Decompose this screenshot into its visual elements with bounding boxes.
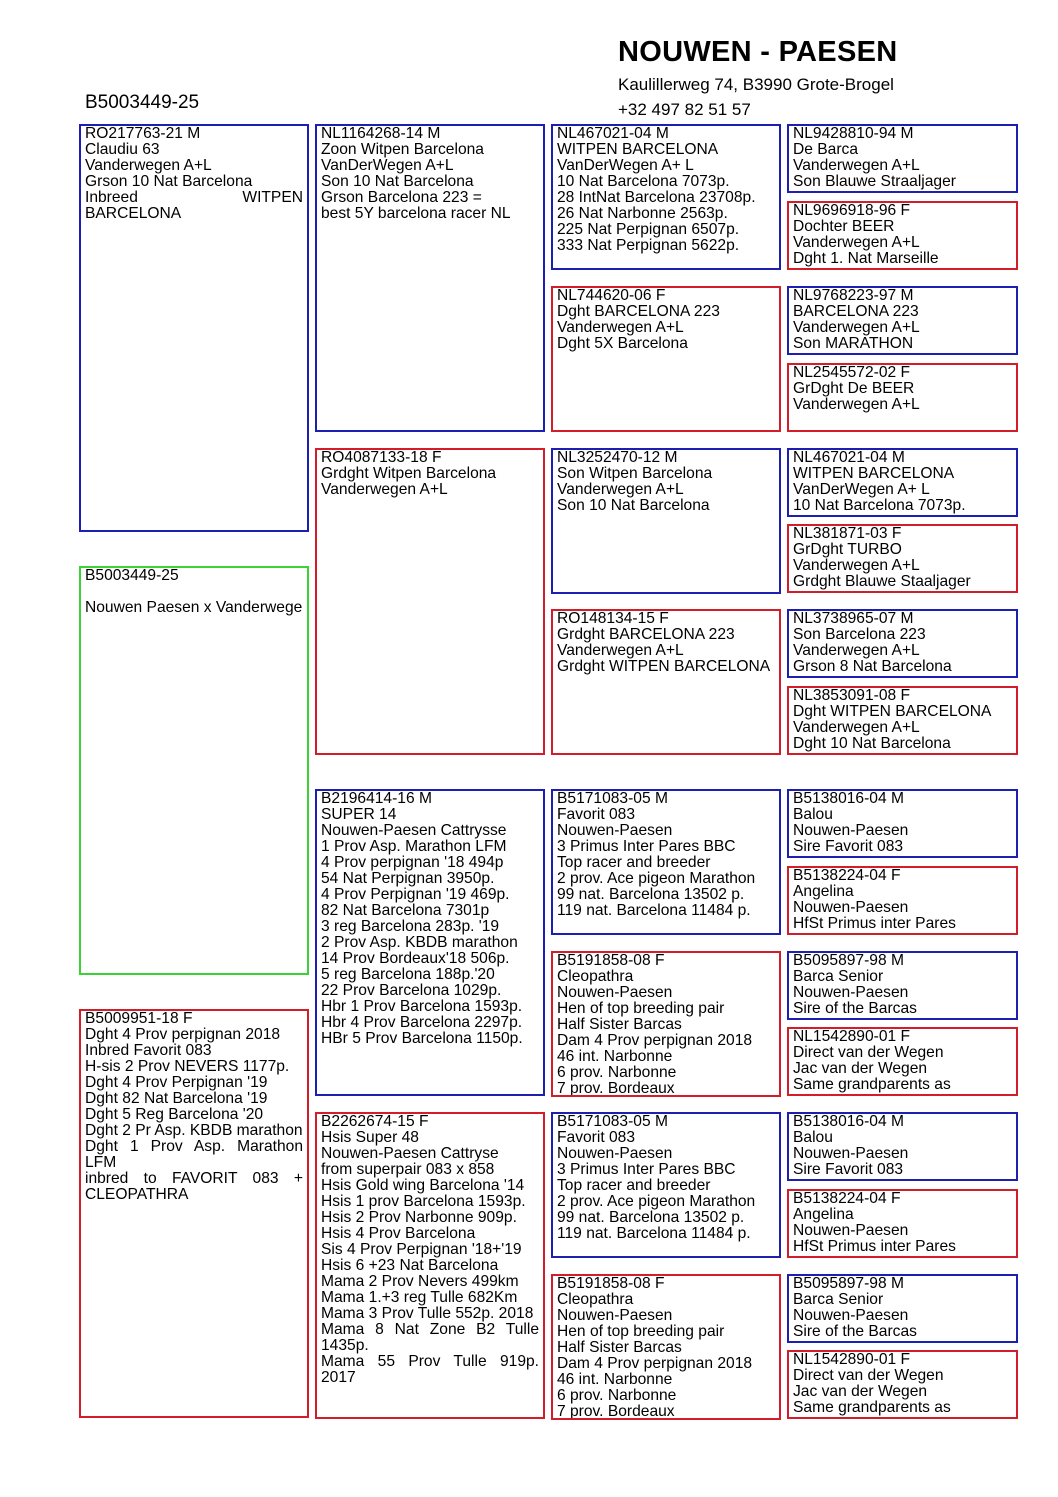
detail-line: Angelina <box>793 1206 854 1223</box>
ring-number: RO217763-21 M <box>85 125 201 142</box>
detail-line: Hsis 6 +23 Nat Barcelona <box>321 1257 499 1274</box>
detail-line: 2 prov. Ace pigeon Marathon <box>557 1193 756 1210</box>
detail-line: Sire Favorit 083 <box>793 1161 904 1178</box>
detail-line: 14 Prov Bordeaux'18 506p. <box>321 950 510 967</box>
detail-line: Top racer and breeder <box>557 854 711 871</box>
detail-line: Hen of top breeding pair <box>557 1000 725 1017</box>
detail-line: 54 Nat Perpignan 3950p. <box>321 870 495 887</box>
detail-line: Grdght BARCELONA 223 <box>557 626 735 643</box>
pigeon-card-g12 <box>787 1027 1018 1096</box>
pigeon-card-g14 <box>787 1189 1018 1258</box>
detail-line: Nouwen-Paesen <box>793 1145 909 1162</box>
detail-line: Hsis 4 Prov Barcelona <box>321 1225 476 1242</box>
detail-line: 26 Nat Narbonne 2563p. <box>557 205 728 222</box>
pigeon-card-dsd <box>551 951 781 1097</box>
detail-line: Nouwen-Paesen <box>557 1307 673 1324</box>
detail-line: 99 nat. Barcelona 13502 p. <box>557 1209 745 1226</box>
ring-number: B5138016-04 M <box>793 790 904 807</box>
spacer <box>85 584 303 600</box>
detail-line: Vanderwegen A+L <box>793 319 920 336</box>
detail-line: Vanderwegen A+L <box>557 319 684 336</box>
pigeon-card-dds <box>551 1112 781 1258</box>
pigeon-card-ssd <box>551 286 781 432</box>
detail-line: WITPEN BARCELONA <box>557 141 719 158</box>
detail-line: Nouwen-Paesen <box>557 1145 673 1162</box>
detail-line: Same grandparents as <box>793 1399 951 1416</box>
detail-line: 2 Prov Asp. KBDB marathon <box>321 934 518 951</box>
detail-line: Son Blauwe Straaljager <box>793 173 956 190</box>
detail-line: De Barca <box>793 141 859 158</box>
ring-number: B5003449-25 <box>85 567 179 584</box>
detail-line: Vanderwegen A+L <box>793 157 920 174</box>
detail-line: HfSt Primus inter Pares <box>793 1238 956 1255</box>
pigeon-card-g2 <box>787 201 1018 270</box>
detail-line: H-sis 2 Prov NEVERS 1177p. <box>85 1058 290 1075</box>
detail-line: Dght 82 Nat Barcelona '19 <box>85 1090 268 1107</box>
ring-number: B5191858-08 F <box>557 1275 665 1292</box>
detail-line: best 5Y barcelona racer NL <box>321 205 511 222</box>
ring-number: NL467021-04 M <box>557 125 669 142</box>
detail-line: Mama 2 Prov Nevers 499km <box>321 1273 519 1290</box>
detail-line: Balou <box>793 1129 833 1146</box>
detail-line: 6 prov. Narbonne <box>557 1064 677 1081</box>
ring-number: B2262674-15 F <box>321 1113 429 1130</box>
ring-number: B5138016-04 M <box>793 1113 904 1130</box>
detail-line: GrDght TURBO <box>793 541 902 558</box>
detail-line: 3 Primus Inter Pares BBC <box>557 1161 736 1178</box>
detail-line: 2 prov. Ace pigeon Marathon <box>557 870 756 887</box>
detail-line: VanDerWegen A+ L <box>557 157 694 174</box>
detail-line: 333 Nat Perpignan 5622p. <box>557 237 740 254</box>
detail-line: Jac van der Wegen <box>793 1383 928 1400</box>
pigeon-card-dd <box>315 1112 545 1419</box>
ring-number: NL3738965-07 M <box>793 610 914 627</box>
detail-line: Dght WITPEN BARCELONA <box>793 703 992 720</box>
detail-line: Sire of the Barcas <box>793 1000 917 1017</box>
ring-number: NL2545572-02 F <box>793 364 911 381</box>
ring-number: B5191858-08 F <box>557 952 665 969</box>
detail-line: Nouwen-Paesen <box>557 822 673 839</box>
detail-line: Favorit 083 <box>557 806 636 823</box>
ring-number: NL9768223-97 M <box>793 287 914 304</box>
detail-line: Top racer and breeder <box>557 1177 711 1194</box>
detail-line: 7 prov. Bordeaux <box>557 1403 675 1420</box>
ring-number: RO4087133-18 F <box>321 449 442 466</box>
ring-number: NL1542890-01 F <box>793 1028 911 1045</box>
ring-number: B5009951-18 F <box>85 1010 193 1027</box>
detail-line: Barca Senior <box>793 968 884 985</box>
detail-line: BARCELONA 223 <box>793 303 919 320</box>
breeder-address: Kaulillerweg 74, B3990 Grote-Brogel <box>618 75 894 94</box>
detail-line: Grdght Witpen Barcelona <box>321 465 497 482</box>
detail-line: 22 Prov Barcelona 1029p. <box>321 982 502 999</box>
detail-line: Grdght Blauwe Staaljager <box>793 573 971 590</box>
detail-line: Nouwen-Paesen Cattrysse <box>321 822 507 839</box>
detail-line: Nouwen-Paesen <box>793 1307 909 1324</box>
detail-line: 28 IntNat Barcelona 23708p. <box>557 189 756 206</box>
ring-number: B5138224-04 F <box>793 867 901 884</box>
detail-line: Hsis 1 prov Barcelona 1593p. <box>321 1193 526 1210</box>
ring-number: NL3853091-08 F <box>793 687 911 704</box>
pigeon-card-g11 <box>787 951 1018 1020</box>
ring-number: NL467021-04 M <box>793 449 905 466</box>
detail-line: HfSt Primus inter Pares <box>793 915 956 932</box>
detail-line: Favorit 083 <box>557 1129 636 1146</box>
ring-number: B5095897-98 M <box>793 1275 904 1292</box>
detail-line: Hbr 4 Prov Barcelona 2297p. <box>321 1014 523 1031</box>
detail-line: Vanderwegen A+L <box>793 719 920 736</box>
detail-line: Vanderwegen A+L <box>793 234 920 251</box>
detail-line: 3 Primus Inter Pares BBC <box>557 838 736 855</box>
detail-line: Mama 55 Prov Tulle 919p. 2017 <box>321 1353 539 1386</box>
ring-number: NL381871-03 F <box>793 525 902 542</box>
ring-number: NL1164268-14 M <box>321 125 441 142</box>
pigeon-card-g3 <box>787 286 1018 355</box>
detail-line: Mama 3 Prov Tulle 552p. 2018 <box>321 1305 534 1322</box>
detail-line: Sire of the Barcas <box>793 1323 917 1340</box>
pigeon-card-dss <box>551 789 781 935</box>
pigeon-card-g10 <box>787 866 1018 935</box>
detail-line: Grson 10 Nat Barcelona <box>85 173 253 190</box>
detail-line: Cleopathra <box>557 968 634 985</box>
detail-line: Hen of top breeding pair <box>557 1323 725 1340</box>
detail-line: Vanderwegen A+L <box>85 157 212 174</box>
detail-line: Claudiu 63 <box>85 141 160 158</box>
detail-line: Nouwen-Paesen <box>793 1222 909 1239</box>
pigeon-card-sdd <box>551 609 781 755</box>
pigeon-card-ddd <box>551 1274 781 1420</box>
detail-line: Nouwen-Paesen Cattryse <box>321 1145 499 1162</box>
detail-line: 7 prov. Bordeaux <box>557 1080 675 1097</box>
detail-line: VanDerWegen A+ L <box>793 481 930 498</box>
detail-line: Half Sister Barcas <box>557 1016 682 1033</box>
detail-line: Vanderwegen A+L <box>321 481 448 498</box>
pigeon-card-g15 <box>787 1274 1018 1343</box>
detail-line: Son Witpen Barcelona <box>557 465 713 482</box>
detail-line: Inbreed WITPEN BARCELONA <box>85 189 303 222</box>
ring-number: NL9696918-96 F <box>793 202 911 219</box>
ring-number: NL9428810-94 M <box>793 125 914 142</box>
detail-line: Dght 1. Nat Marseille <box>793 250 939 267</box>
detail-line: 119 nat. Barcelona 11484 p. <box>557 1225 751 1242</box>
pigeon-card-g4 <box>787 363 1018 432</box>
breeder-name: NOUWEN - PAESEN <box>618 36 898 68</box>
detail-line: Vanderwegen A+L <box>557 481 684 498</box>
detail-line: Direct van der Wegen <box>793 1044 944 1061</box>
detail-line: Son 10 Nat Barcelona <box>321 173 474 190</box>
pigeon-card-g13 <box>787 1112 1018 1181</box>
pigeon-card-g16 <box>787 1350 1018 1419</box>
detail-line: SUPER 14 <box>321 806 397 823</box>
detail-line: Dochter BEER <box>793 218 895 235</box>
detail-line: Nouwen Paesen x Vanderwege <box>85 599 303 616</box>
detail-line: 46 int. Narbonne <box>557 1048 673 1065</box>
detail-line: Mama 8 Nat Zone B2 Tulle 1435p. <box>321 1321 539 1354</box>
detail-line: Dam 4 Prov perpignan 2018 <box>557 1032 753 1049</box>
detail-line: Mama 1.+3 reg Tulle 682Km <box>321 1289 518 1306</box>
detail-line: Barca Senior <box>793 1291 884 1308</box>
ring-number: NL1542890-01 F <box>793 1351 911 1368</box>
detail-line: Nouwen-Paesen <box>793 899 909 916</box>
detail-line: Same grandparents as <box>793 1076 951 1093</box>
ring-number: NL3252470-12 M <box>557 449 678 466</box>
detail-line: Cleopathra <box>557 1291 634 1308</box>
detail-line: Inbred Favorit 083 <box>85 1042 212 1059</box>
ring-number: NL744620-06 F <box>557 287 666 304</box>
detail-line: Grson 8 Nat Barcelona <box>793 658 952 675</box>
detail-line: Hsis Super 48 <box>321 1129 419 1146</box>
ring-number: B5095897-98 M <box>793 952 904 969</box>
pigeon-card-ds <box>315 789 545 1096</box>
detail-line: WITPEN BARCELONA <box>793 465 955 482</box>
detail-line: 3 reg Barcelona 283p. '19 <box>321 918 500 935</box>
detail-line: Vanderwegen A+L <box>793 642 920 659</box>
detail-line: Dght 2 Pr Asp. KBDB marathon <box>85 1122 303 1139</box>
detail-line: Sis 4 Prov Perpignan '18+'19 <box>321 1241 522 1258</box>
pigeon-card-subject <box>79 566 309 975</box>
detail-line: Direct van der Wegen <box>793 1367 944 1384</box>
detail-line: HBr 5 Prov Barcelona 1150p. <box>321 1030 523 1047</box>
pigeon-card-ss <box>315 124 545 432</box>
ring-number: B5171083-05 M <box>557 790 668 807</box>
detail-line: Vanderwegen A+L <box>793 396 920 413</box>
pigeon-card-sd <box>315 448 545 755</box>
detail-line: 99 nat. Barcelona 13502 p. <box>557 886 745 903</box>
detail-line: Dght 10 Nat Barcelona <box>793 735 951 752</box>
detail-line: Sire Favorit 083 <box>793 838 904 855</box>
detail-line: Nouwen-Paesen <box>793 822 909 839</box>
detail-line: Grdght WITPEN BARCELONA <box>557 658 771 675</box>
detail-line: 1 Prov Asp. Marathon LFM <box>321 838 507 855</box>
detail-line: Angelina <box>793 883 854 900</box>
detail-line: GrDght De BEER <box>793 380 915 397</box>
pigeon-card-g8 <box>787 686 1018 755</box>
detail-line: Grson Barcelona 223 = <box>321 189 482 206</box>
pigeon-card-g7 <box>787 609 1018 678</box>
pigeon-card-sss <box>551 124 781 270</box>
pigeon-card-g9 <box>787 789 1018 858</box>
pigeon-card-sire <box>79 124 309 532</box>
detail-line: 10 Nat Barcelona 7073p. <box>793 497 966 514</box>
detail-line: Dam 4 Prov perpignan 2018 <box>557 1355 753 1372</box>
detail-line: Dght 4 Prov Perpignan '19 <box>85 1074 268 1091</box>
detail-line: Son Barcelona 223 <box>793 626 926 643</box>
detail-line: 119 nat. Barcelona 11484 p. <box>557 902 751 919</box>
detail-line: Vanderwegen A+L <box>793 557 920 574</box>
detail-line: Dght 5 Reg Barcelona '20 <box>85 1106 264 1123</box>
detail-line: 4 Prov perpignan '18 494p <box>321 854 504 871</box>
detail-line: from superpair 083 x 858 <box>321 1161 495 1178</box>
pigeon-card-g1 <box>787 124 1018 193</box>
pigeon-card-g5 <box>787 448 1018 517</box>
detail-line: Jac van der Wegen <box>793 1060 928 1077</box>
detail-line: Dght 1 Prov Asp. Marathon LFM <box>85 1138 303 1171</box>
detail-line: 46 int. Narbonne <box>557 1371 673 1388</box>
detail-line: Son 10 Nat Barcelona <box>557 497 710 514</box>
pedigree-ring-number: B5003449-25 <box>85 92 200 113</box>
detail-line: Dght 4 Prov perpignan 2018 <box>85 1026 281 1043</box>
detail-line: 225 Nat Perpignan 6507p. <box>557 221 740 238</box>
detail-line: VanDerWegen A+L <box>321 157 454 174</box>
detail-line: Hbr 1 Prov Barcelona 1593p. <box>321 998 523 1015</box>
detail-line: Son MARATHON <box>793 335 914 352</box>
ring-number: RO148134-15 F <box>557 610 669 627</box>
detail-line: Hsis 2 Prov Narbonne 909p. <box>321 1209 517 1226</box>
detail-line: 5 reg Barcelona 188p.'20 <box>321 966 495 983</box>
pigeon-card-g6 <box>787 524 1018 593</box>
detail-line: Dght BARCELONA 223 <box>557 303 720 320</box>
ring-number: B2196414-16 M <box>321 790 432 807</box>
pigeon-card-sds <box>551 448 781 594</box>
detail-line: Hsis Gold wing Barcelona '14 <box>321 1177 525 1194</box>
detail-line: Dght 5X Barcelona <box>557 335 688 352</box>
detail-line: Vanderwegen A+L <box>557 642 684 659</box>
detail-line: Nouwen-Paesen <box>793 984 909 1001</box>
detail-line: 6 prov. Narbonne <box>557 1387 677 1404</box>
ring-number: B5138224-04 F <box>793 1190 901 1207</box>
ring-number: B5171083-05 M <box>557 1113 668 1130</box>
detail-line: Balou <box>793 806 833 823</box>
detail-line: 4 Prov Perpignan '19 469p. <box>321 886 510 903</box>
detail-line: Zoon Witpen Barcelona <box>321 141 484 158</box>
detail-line: Half Sister Barcas <box>557 1339 682 1356</box>
breeder-phone: +32 497 82 51 57 <box>618 100 751 119</box>
detail-line: Nouwen-Paesen <box>557 984 673 1001</box>
detail-line: inbred to FAVORIT 083 + CLEOPATHRA <box>85 1170 303 1203</box>
detail-line: 10 Nat Barcelona 7073p. <box>557 173 730 190</box>
detail-line: 82 Nat Barcelona 7301p <box>321 902 490 919</box>
pigeon-card-dam <box>79 1009 309 1418</box>
